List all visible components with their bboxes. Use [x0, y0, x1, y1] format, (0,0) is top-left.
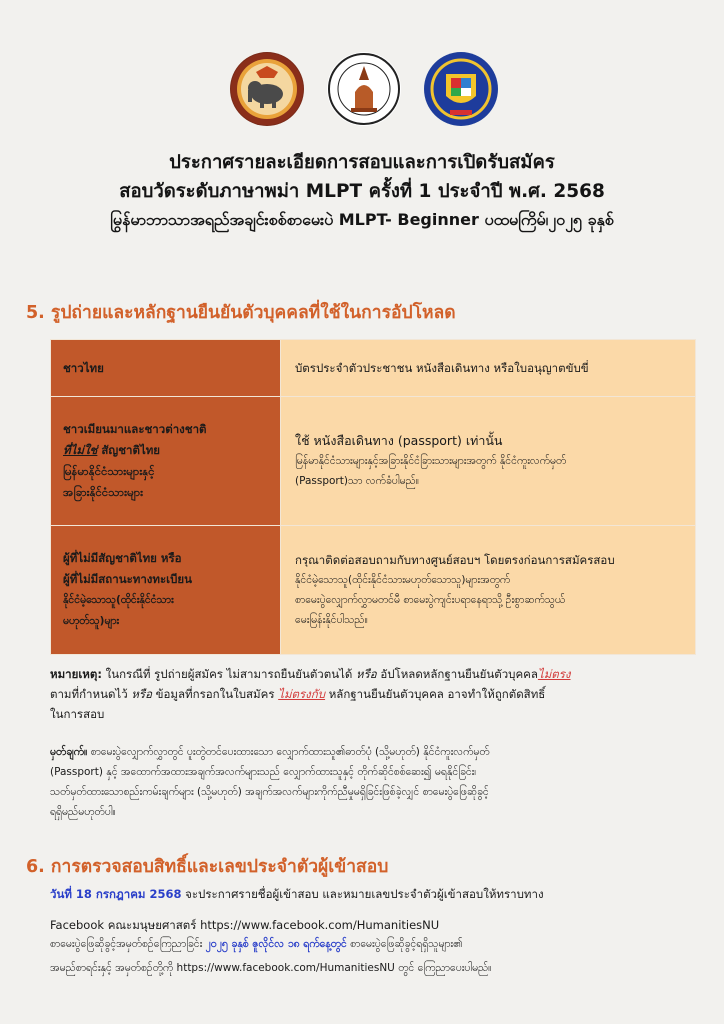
elephant-seal-logo: [230, 52, 304, 126]
page-subtitle-my: မြန်မာဘာသာအရည်အချင်းစစ်စာမေးပွဲ MLPT- Beginner ပထမကြိမ်၊၂၀၂၅ ခုနှစ်: [110, 210, 614, 229]
remark-label: หมายเหตุ:: [50, 667, 102, 681]
page-subtitle-th: สอบวัดระดับภาษาพม่า MLPT ครั้งที่ 1 ประจำปี พ.ศ. 2568: [119, 181, 605, 202]
row-label-line: မြန်မာနိုင်ငံသားများနှင့်: [63, 464, 155, 478]
humanities-faculty-logo: [327, 52, 401, 126]
row-value-line: မေးမြန်းနိုင်ပါသည်။: [295, 614, 368, 626]
row-label-cell: [51, 340, 281, 397]
row-label-line: မဟုတ်သူ)များ: [63, 615, 120, 627]
announcement-date: วันที่ 18 กรกฎาคม 2568: [50, 887, 182, 901]
elephant-emblem-icon: [230, 52, 304, 126]
mm-remark-line: စာမေးပွဲလျှောက်လွှာတွင် ပူးတွဲတင်ပေးထားသော လျှောက်ထားသူ၏ဓာတ်ပုံ (သို့မဟုတ်) နိုင်ငံကူးလက်မှတ်: [87, 746, 490, 758]
remark-emphasis-red: ไม่ตรง: [537, 667, 571, 681]
row-label-line: ชาวไทย: [63, 360, 104, 375]
remark-text: ตามที่กำหนดไว้: [50, 687, 132, 701]
row-value-cell: [281, 397, 696, 526]
row-value-line: กรุณาติดต่อสอบถามกับทางศูนย์สอบฯ โดยตรงก่อนการสมัครสอบ: [295, 553, 615, 567]
row-value-cell: [281, 526, 696, 655]
row-value-line: စာမေးပွဲလျှောက်လွှာမတင်မီ စာမေးပွဲကျင်းပရာနေရာသို့ ဦးစွာဆက်သွယ်: [295, 594, 566, 606]
mm-facebook-line: [50, 962, 492, 977]
mm-announcement-text: စာမေးပွဲဖြေဆိုခွင့်အမှတ်စဉ်ကြေညာခြင်း: [50, 938, 206, 950]
announcement-line: [50, 886, 544, 904]
university-crest-icon: [424, 52, 498, 126]
row-value-line: မြန်မာနိုင်ငံသားများနှင့်အခြားနိုင်ငံခြားသားများအတွက် နိုင်ငံကူးလက်မှတ်: [295, 455, 567, 467]
announcement-text: จะประกาศรายชื่อผู้เข้าสอบ และหมายเลขประจำตัวผู้เข้าสอบให้ทราบทาง: [181, 887, 544, 901]
mm-remark-line: သတ်မှတ်ထားသောစည်းကမ်းချက်များ (သို့မဟုတ်) အချက်အလက်များကိုက်ညီမှုမရှိခြင်းဖြစ်ခဲ့လျှင် စာမေးပွဲဖြေဆိုခွင့်: [50, 786, 489, 798]
row-label-line: ชาวเมียนมาและชาวต่างชาติ: [63, 422, 207, 436]
row-value-line: บัตรประจำตัวประชาชน หนังสือเดินทาง หรือใบอนุญาตขับขี่: [295, 361, 589, 375]
row-label-line: ผู้ที่ไม่มีสถานะทางทะเบียน: [63, 572, 192, 586]
thai-remark: [50, 664, 698, 724]
remark-emphasis-red: ไม่ตรงกับ: [278, 687, 326, 701]
remark-text: ในการสอบ: [50, 707, 105, 721]
mm-announcement-text: စာမေးပွဲဖြေဆိုခွင့်ရရှိသူများ၏: [346, 938, 463, 950]
row-label-line: [63, 440, 268, 461]
row-value-cell: [281, 340, 696, 397]
logo-row: [0, 52, 724, 134]
facebook-link-line: [50, 917, 439, 935]
row-label-fragment: สัญชาติไทย: [101, 443, 161, 457]
row-label-line: ผู้ที่ไม่มีสัญชาติไทย หรือ: [63, 551, 182, 565]
remark-text: ข้อมูลที่กรอกในใบสมัคร: [152, 687, 279, 701]
facebook-link-text[interactable]: Facebook คณะมนุษยศาสตร์ https://www.facebook.com/HumanitiesNU: [50, 918, 440, 932]
myanmar-remark: [50, 742, 698, 822]
remark-text: หลักฐานยืนยันตัวบุคคล อาจทำให้ถูกตัดสิทธิ์: [325, 687, 546, 701]
mm-announcement-date: ၂၀၂၅ ခုနှစ် ဇူလိုင်လ ၁၈ ရက်နေ့တွင်: [205, 938, 347, 950]
row-label-line: အခြားနိုင်ငံသားများ: [63, 485, 144, 499]
table-row: [51, 526, 696, 655]
title-block: [0, 148, 724, 233]
mm-remark-line: ရရှိမည်မဟုတ်ပါ။: [50, 806, 116, 818]
table-row: [51, 340, 696, 397]
row-value-line: (Passport)သာ လက်ခံပါမည်။: [295, 475, 419, 487]
mm-remark-label: မှတ်ချက်။: [50, 746, 88, 758]
mm-announcement-line: [50, 938, 462, 953]
mm-remark-line: (Passport) နှင့် အထောက်အထားအချက်အလက်များသည် လျှောက်ထားသူနှင့် တိုက်ဆိုင်စစ်ဆေး၍ မရနိုင်ခြင်း၊: [50, 766, 477, 778]
emphasis-not-text: ที่ไม่ใช่: [63, 443, 98, 457]
mm-facebook-text[interactable]: အမည်စာရင်းနှင့် အမှတ်စဉ်တို့ကို https://www.facebook.com/HumanitiesNU တွင် ကြေညာပေးပါမည်။: [50, 962, 492, 974]
remark-or: หรือ: [356, 667, 377, 681]
university-crest-logo: [424, 52, 498, 126]
row-label-cell: [51, 526, 281, 655]
page-title: ประกาศรายละเอียดการสอบและการเปิดรับสมัคร: [169, 152, 555, 173]
faculty-seal-icon: [327, 52, 401, 126]
row-value-line: ใช้ หนังสือเดินทาง (passport) เท่านั้น: [295, 433, 503, 448]
table-row: [51, 397, 696, 526]
id-document-table: [50, 339, 696, 655]
row-label-cell: [51, 397, 281, 526]
remark-or: หรือ: [131, 687, 152, 701]
section-5-heading: 5. รูปถ่ายและหลักฐานยืนยันตัวบุคคลที่ใช้ในการอัปโหลด: [26, 303, 456, 323]
remark-text: ในกรณีที่ รูปถ่ายผู้สมัคร ไม่สามารถยืนยันตัวตนได้: [101, 667, 356, 681]
row-value-line: နိုင်ငံမဲ့သောသူ(ထိုင်းနိုင်ငံသားမဟုတ်သောသူ)များအတွက်: [295, 574, 511, 586]
section-6-heading: 6. การตรวจสอบสิทธิ์และเลขประจำตัวผู้เข้าสอบ: [26, 857, 389, 877]
remark-text: อัปโหลดหลักฐานยืนยันตัวบุคคล: [376, 667, 538, 681]
row-label-line: နိုင်ငံမဲ့သောသူ(ထိုင်းနိုင်ငံသား: [63, 594, 174, 606]
